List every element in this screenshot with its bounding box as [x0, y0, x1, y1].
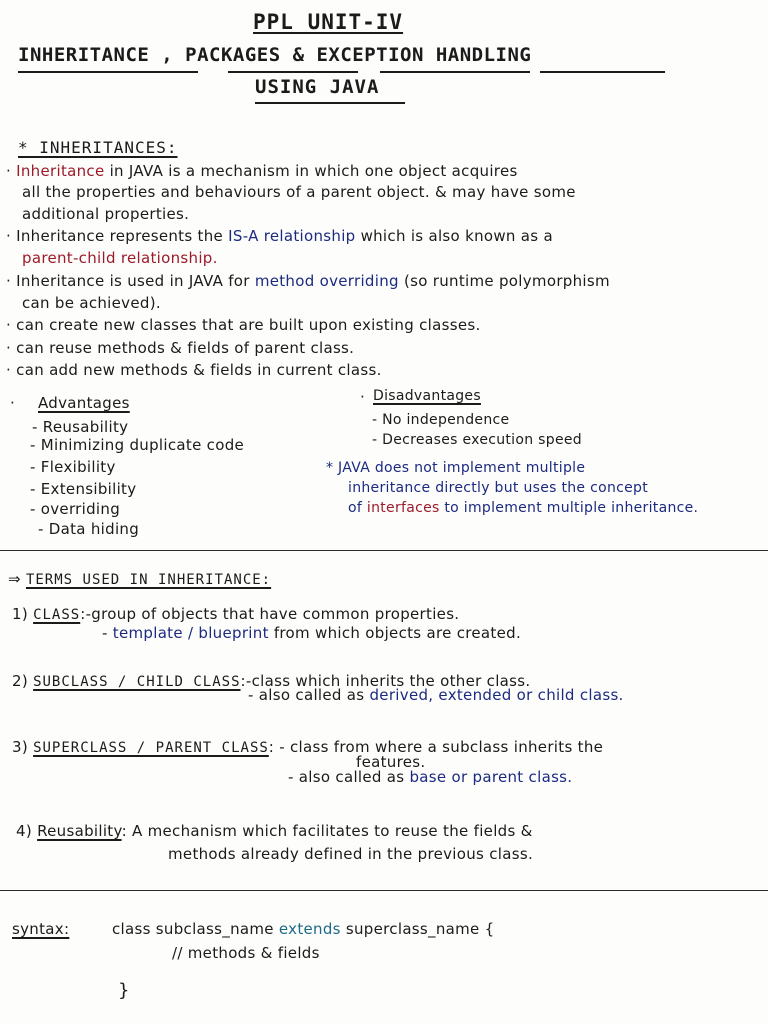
disadvantages-heading: Disadvantages	[373, 388, 481, 404]
term-text: :-group of objects that have common properties.	[80, 605, 460, 623]
disadvantage-text: No independence	[382, 412, 510, 428]
bullet-dot: ·	[6, 162, 12, 180]
advantage-text: Minimizing duplicate code	[40, 436, 245, 454]
term-4-line2: methods already defined in the previous class.	[168, 845, 534, 863]
term-text: - also called as	[248, 686, 365, 704]
term-1-line2: - template / blueprint from which objects are created.	[102, 624, 522, 642]
bullet-dot: ·	[6, 361, 12, 379]
arrow-icon: ⇒	[8, 570, 21, 588]
bullet-text: in JAVA is a mechanism in which one object acquires	[109, 162, 518, 180]
term-text: :-class which inherits the other class.	[240, 672, 531, 690]
bullet-2-line2: parent-child relationship.	[22, 249, 218, 267]
keyword-extends: extends	[278, 920, 341, 938]
advantage-text: Reusability	[42, 418, 129, 436]
advantage-text: Extensibility	[40, 480, 137, 498]
bullet-3-line2: can be achieved).	[22, 294, 161, 312]
page-subtitle-line2: USING JAVA	[255, 76, 380, 98]
bullet-dot: ·	[6, 227, 12, 245]
bullet-1-line2: all the properties and behaviours of a parent object. & may have some	[22, 183, 576, 201]
advantage-item: - Reusability	[32, 418, 129, 436]
disadvantage-item: - Decreases execution speed	[372, 432, 582, 448]
syntax-line3: }	[118, 980, 130, 1001]
bullet-6	[6, 361, 382, 379]
note-text: to implement multiple inheritance.	[444, 500, 699, 516]
term-number: 2)	[12, 672, 28, 690]
bullet-text: which is also known as a	[360, 227, 553, 245]
bullet-2-line1	[6, 227, 553, 245]
bullet-text: (so runtime polymorphism	[403, 272, 610, 290]
bullet-1-line1	[6, 162, 518, 180]
bullet-text: Inheritance is used in JAVA for	[16, 272, 250, 290]
bullet-text: can create new classes that are built upon existing classes.	[16, 316, 481, 334]
disadvantage-text: Decreases execution speed	[382, 432, 582, 448]
section-heading-inheritances: * INHERITANCES:	[18, 138, 178, 157]
term-3-line2: features.	[356, 753, 426, 771]
term-text: : - class from where a subclass inherits the	[268, 738, 604, 756]
page-title: PPL UNIT-IV	[253, 10, 404, 34]
bullet-5	[6, 339, 354, 357]
bullet-text: can add new methods & fields in current class.	[16, 361, 382, 379]
advantage-item: - Extensibility	[30, 480, 137, 498]
term-number: 1)	[12, 605, 28, 623]
term-highlight: derived, extended or child class.	[369, 686, 624, 704]
term-3	[12, 738, 603, 756]
syntax-line2: // methods & fields	[172, 944, 320, 962]
bullet-text: can reuse methods & fields of parent class.	[16, 339, 355, 357]
advantage-text: Data hiding	[48, 520, 140, 538]
term-interfaces: interfaces	[366, 500, 440, 516]
subtitle-underline	[380, 71, 530, 73]
section-divider	[0, 890, 768, 891]
note-line2: inheritance directly but uses the concept	[348, 480, 649, 496]
disadvantages-bullet: ·	[360, 388, 366, 406]
section-divider	[0, 550, 768, 551]
terms-heading-text: TERMS USED IN INHERITANCE:	[25, 572, 272, 588]
advantage-item: - Data hiding	[38, 520, 140, 538]
term-is-a: IS-A relationship	[228, 227, 356, 245]
term-text: : A mechanism which facilitates to reuse the fields &	[121, 822, 533, 840]
advantage-item: - Flexibility	[30, 458, 116, 476]
bullet-1-line3: additional properties.	[22, 205, 190, 223]
syntax-line1	[112, 920, 495, 938]
term-1	[12, 605, 459, 623]
term-label: SUPERCLASS / PARENT CLASS	[33, 740, 269, 756]
term-label: Reusability	[37, 822, 122, 840]
terms-heading	[8, 570, 271, 588]
term-highlight: template / blueprint	[112, 624, 269, 642]
advantage-text: Flexibility	[40, 458, 116, 476]
syntax-label: syntax:	[12, 920, 70, 938]
bullet-3-line1	[6, 272, 610, 290]
bullet-dot: ·	[6, 272, 12, 290]
term-inheritance: Inheritance	[16, 162, 105, 180]
bullet-text: Inheritance represents the	[16, 227, 224, 245]
subtitle-underline	[540, 71, 665, 73]
term-2-line2	[248, 686, 624, 704]
advantages-bullet: ·	[10, 394, 16, 412]
bullet-dot: ·	[6, 339, 12, 357]
term-3-line3	[288, 768, 572, 786]
note-text: of	[348, 500, 363, 516]
term-4	[16, 822, 533, 840]
advantage-text: overriding	[40, 500, 121, 518]
subtitle-underline	[18, 71, 198, 73]
advantage-item: - Minimizing duplicate code	[30, 436, 245, 454]
term-highlight: base or parent class.	[409, 768, 573, 786]
note-line1: * JAVA does not implement multiple	[326, 460, 586, 476]
term-text: - also called as	[288, 768, 405, 786]
advantages-heading: Advantages	[38, 394, 130, 412]
term-number: 4)	[16, 822, 32, 840]
subtitle-underline	[228, 71, 358, 73]
bullet-dot: ·	[6, 316, 12, 334]
term-method-overriding: method overriding	[254, 272, 399, 290]
note-line3	[348, 500, 698, 516]
disadvantage-item: - No independence	[372, 412, 510, 428]
term-text: from which objects are created.	[273, 624, 522, 642]
syntax-text: class subclass_name	[112, 920, 274, 938]
advantage-item: - overriding	[30, 500, 121, 518]
term-number: 3)	[12, 738, 28, 756]
syntax-text: superclass_name {	[345, 920, 495, 938]
page-subtitle-line1: INHERITANCE , PACKAGES & EXCEPTION HANDLING	[18, 44, 532, 66]
bullet-4	[6, 316, 481, 334]
term-label: CLASS	[33, 607, 81, 623]
subtitle-underline	[255, 102, 405, 104]
term-label: SUBCLASS / CHILD CLASS	[33, 674, 241, 690]
